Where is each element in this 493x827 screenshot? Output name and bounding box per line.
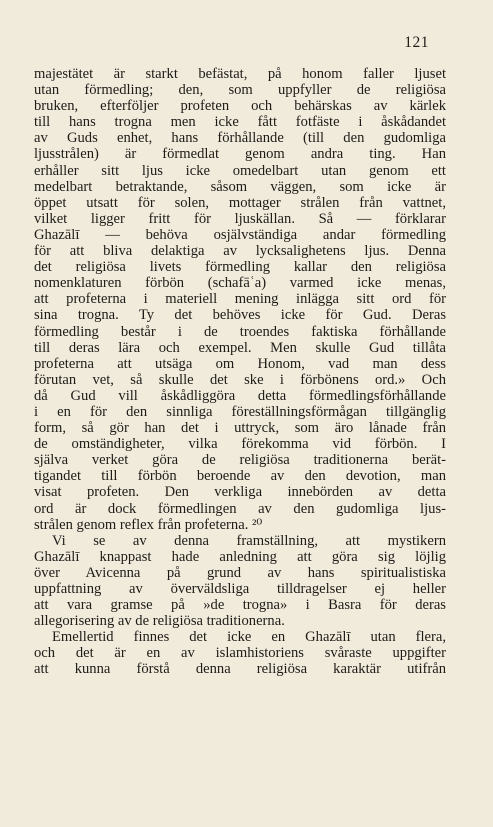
text-line: och det är en av islamhistoriens svåraste uppgifter	[34, 645, 446, 662]
text-line: vilket ligger fritt för ljuskällan. Så — förklarar	[34, 210, 446, 227]
text-line: ljusstrålen) är förmedlat genom andra ting. Han	[34, 146, 446, 163]
text-line: medelbart betraktande, såsom väggen, som icke är	[34, 178, 446, 195]
text-line: Vi se av denna framställning, att mystikern	[52, 532, 446, 549]
text-line: visat profeten. Den verkliga innebörden av detta	[34, 484, 446, 501]
text-line: att vara gramse på »de trogna» i Basra för deras	[34, 597, 446, 614]
text-line: över Avicenna på grund av hans spiritualistiska	[34, 564, 446, 581]
body-text	[34, 66, 446, 678]
text-line: erhåller sitt ljus icke omedelbart utan genom ett	[34, 162, 446, 179]
text-line: ord är dock förmedlingen av den gudomliga ljus-	[34, 500, 446, 517]
text-line: nomenklaturen förbön (schafāʿa) varmed icke menas,	[34, 275, 446, 292]
text-line: profeterna att utsäga om Honom, vad man dess	[34, 355, 446, 372]
text-line: Ghazālī knappast hade anledning att göra sig löjlig	[34, 548, 446, 565]
text-line: av Guds enhet, hans förhållande (till den gudomliga	[34, 130, 446, 147]
text-line: då Gud vill åskådliggöra detta förmedlingsförhållande	[34, 387, 446, 404]
text-line: allegorisering av de religiösa traditionerna.	[34, 613, 285, 630]
text-line: att profeterna i materiell mening inlägga sitt ord för	[34, 291, 446, 308]
text-line: de omständigheter, vilka förekomma vid förbön. I	[34, 436, 446, 453]
text-line: uppfattning av överväldsliga tilldragelser ej heller	[34, 581, 446, 597]
text-line: tigandet till förbön beroende av den devotion, man	[34, 468, 446, 485]
text-line: sina trogna. Ty det behöves icke för Gud. Deras	[34, 307, 446, 324]
text-line: Ghazālī — behöva osjälvständiga andar förmedling	[34, 226, 446, 243]
text-line: bruken, efterföljer profeten och behärskas av kärlek	[34, 98, 446, 115]
text-line: Emellertid finnes det icke en Ghazālī utan flera,	[52, 629, 446, 646]
text-line: majestätet är starkt befästat, på honom faller ljuset	[34, 66, 446, 82]
text-line: till hans trogna men icke fått fotfäste i åskådandet	[34, 114, 446, 131]
page-number: 121	[404, 34, 429, 51]
text-line: strålen genom reflex från profeterna. ²⁰	[34, 516, 263, 533]
text-line: form, så gör han det i uttryck, som äro lånade från	[34, 420, 446, 437]
text-line: förmedling består i de troendes faktiska förhållande	[34, 323, 446, 340]
text-line: öppet utsatt för solen, mottager strålen från vattnet,	[34, 194, 446, 211]
text-line: utan förmedling; den, som uppfyller de religiösa	[34, 82, 446, 99]
text-line: att kunna förstå denna religiösa karaktär utifrån	[34, 661, 446, 678]
text-line: själva verket göra de religiösa traditionerna berät-	[34, 452, 446, 469]
text-line: för att bliva delaktiga av lycksalighetens ljus. Denna	[34, 243, 446, 260]
text-line: i en för den sinnliga föreställningsförmågan tillgänglig	[34, 403, 446, 420]
text-line: förutan vet, så skulle det ske i förbönens ord.» Och	[34, 371, 446, 388]
text-line: till deras lära och exempel. Men skulle Gud tillåta	[34, 339, 446, 356]
text-line: det religiösa livets förmedling kallar den religiösa	[34, 259, 446, 276]
